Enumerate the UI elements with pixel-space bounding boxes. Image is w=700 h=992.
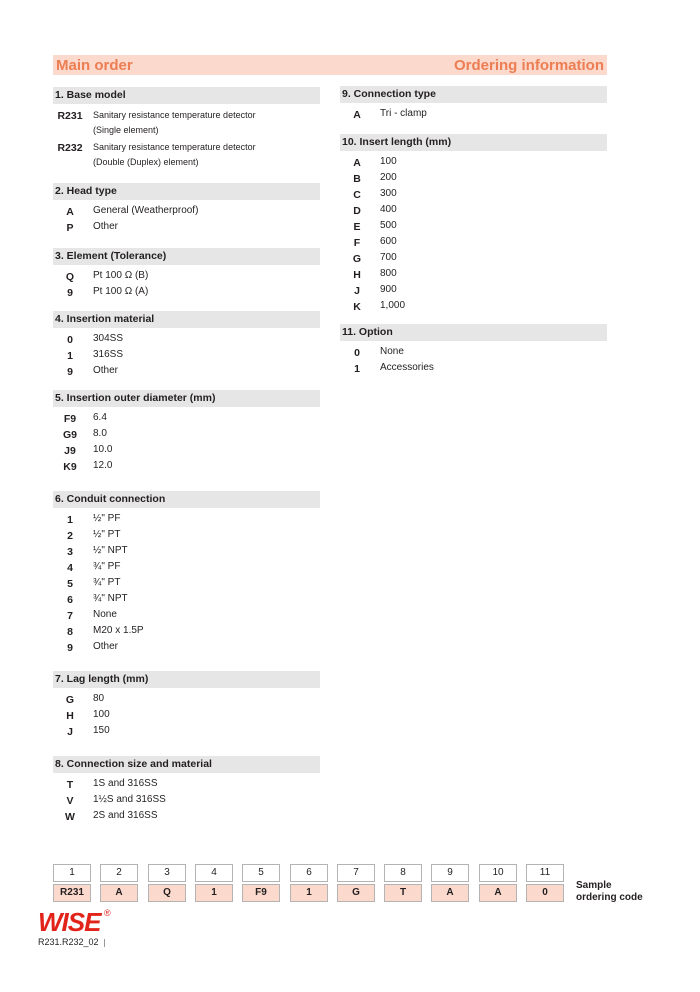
option-code: 0	[67, 334, 73, 346]
option-row	[340, 155, 607, 171]
option-description: 316SS	[93, 349, 124, 360]
option-code: B	[353, 173, 361, 185]
option-row	[53, 560, 320, 576]
option-code: Q	[65, 271, 75, 283]
option-code: 1	[67, 350, 73, 362]
sample-position-cell: 7	[337, 864, 375, 882]
option-description: Other	[93, 365, 119, 376]
option-row	[53, 692, 320, 708]
sample-value-cell: 1	[290, 884, 328, 902]
option-row	[53, 443, 320, 459]
option-description: Tri - clamp	[380, 108, 427, 119]
sample-position-cell: 1	[53, 864, 91, 882]
option-row	[53, 332, 320, 348]
sample-value-cell: R231	[53, 884, 91, 902]
option-row	[53, 220, 320, 236]
section-title: 3. Element (Tolerance)	[53, 248, 320, 265]
option-code: 4	[67, 562, 73, 574]
option-description: Pt 100 Ω (B)	[93, 270, 149, 281]
option-code: R232	[57, 142, 83, 154]
option-code: A	[353, 109, 361, 121]
option-description: (Double (Duplex) element)	[93, 157, 199, 167]
option-description: 400	[380, 204, 397, 215]
section-right-1	[340, 86, 607, 123]
option-code: W	[65, 811, 75, 823]
option-description: ½" PT	[93, 529, 121, 540]
option-description: 80	[93, 693, 105, 704]
sample-value-cell: 0	[526, 884, 564, 902]
option-row	[340, 107, 607, 123]
option-row	[340, 267, 607, 283]
sample-position-cell: 4	[195, 864, 233, 882]
option-code: P	[66, 222, 74, 234]
option-code: 1	[354, 363, 360, 375]
sample-position-cell: 11	[526, 864, 564, 882]
ordering-information-title: Ordering information	[454, 56, 604, 74]
option-description: 900	[380, 284, 397, 295]
option-row	[53, 411, 320, 427]
option-description: ¾" PF	[93, 561, 121, 572]
option-description: Other	[93, 641, 119, 652]
option-row	[53, 793, 320, 809]
option-row	[340, 171, 607, 187]
option-code: 9	[67, 642, 73, 654]
option-row	[53, 640, 320, 656]
wise-logo-icon	[38, 906, 118, 936]
option-row-continued	[53, 156, 320, 172]
option-row	[53, 724, 320, 740]
option-row	[340, 283, 607, 299]
option-row	[53, 512, 320, 528]
option-description: ¾" PT	[93, 577, 121, 588]
option-row	[340, 187, 607, 203]
section-left-5	[53, 390, 320, 475]
option-description: Accessories	[380, 362, 434, 373]
option-code: 5	[67, 578, 73, 590]
option-description: (Single element)	[93, 125, 159, 135]
option-row	[53, 777, 320, 793]
option-row	[53, 269, 320, 285]
option-code: E	[353, 221, 361, 233]
option-description: Pt 100 Ω (A)	[93, 286, 149, 297]
option-description: 700	[380, 252, 397, 263]
option-code: 0	[354, 347, 360, 359]
document-code: R231.R232_02	[38, 937, 105, 947]
section-right-2	[340, 134, 607, 315]
option-row	[53, 592, 320, 608]
option-row	[53, 624, 320, 640]
option-code: 7	[67, 610, 73, 622]
section-left-4	[53, 311, 320, 380]
sample-value-cell: F9	[242, 884, 280, 902]
section-title: 5. Insertion outer diameter (mm)	[53, 390, 320, 407]
option-code: 2	[67, 530, 73, 542]
sample-position-cell: 5	[242, 864, 280, 882]
wise-logo	[38, 906, 118, 941]
section-title: 7. Lag length (mm)	[53, 671, 320, 688]
option-row-continued	[53, 124, 320, 140]
section-left-6	[53, 491, 320, 656]
option-row	[340, 345, 607, 361]
option-description: 6.4	[93, 412, 107, 423]
sample-ordering-code-label: Sample ordering code	[576, 880, 643, 903]
option-code: F9	[63, 413, 77, 425]
option-code: 9	[67, 366, 73, 378]
option-row	[53, 544, 320, 560]
option-description: 200	[380, 172, 397, 183]
option-description: Other	[93, 221, 119, 232]
section-title: 11. Option	[340, 324, 607, 341]
section-title: 1. Base model	[53, 87, 320, 104]
option-description: 500	[380, 220, 397, 231]
option-description: 100	[93, 709, 110, 720]
option-description: 12.0	[93, 460, 113, 471]
option-code: R231	[57, 110, 83, 122]
option-description: 304SS	[93, 333, 124, 344]
option-description: 10.0	[93, 444, 113, 455]
option-description: 800	[380, 268, 397, 279]
sample-position-cell: 3	[148, 864, 186, 882]
option-row	[340, 219, 607, 235]
option-description: 600	[380, 236, 397, 247]
option-description: 1S and 316SS	[93, 778, 158, 789]
option-code: D	[353, 205, 361, 217]
section-left-3	[53, 248, 320, 301]
option-code: H	[66, 710, 74, 722]
section-title: 10. Insert length (mm)	[340, 134, 607, 151]
sample-position-cell: 6	[290, 864, 328, 882]
option-row	[340, 203, 607, 219]
section-title: 9. Connection type	[340, 86, 607, 103]
title-banner	[53, 55, 607, 75]
sample-value-cell: G	[337, 884, 375, 902]
option-code: H	[353, 269, 361, 281]
option-code: 3	[67, 546, 73, 558]
main-order-title: Main order	[56, 56, 133, 74]
option-code: K9	[63, 461, 77, 473]
option-code: K	[353, 301, 361, 313]
option-row	[53, 427, 320, 443]
option-row	[53, 608, 320, 624]
option-row	[53, 108, 320, 124]
option-row	[53, 576, 320, 592]
sample-position-cell: 2	[100, 864, 138, 882]
option-description: 1,000	[380, 300, 406, 311]
option-code: 9	[67, 287, 73, 299]
option-code: G	[65, 694, 75, 706]
option-description: 150	[93, 725, 110, 736]
option-row	[53, 140, 320, 156]
section-title: 4. Insertion material	[53, 311, 320, 328]
option-code: 8	[67, 626, 73, 638]
option-row	[340, 299, 607, 315]
option-row	[53, 364, 320, 380]
option-row	[53, 204, 320, 220]
option-code: G	[352, 253, 362, 265]
section-left-8	[53, 756, 320, 825]
option-description: General (Weatherproof)	[93, 205, 199, 216]
option-code: F	[353, 237, 361, 249]
section-title: 8. Connection size and material	[53, 756, 320, 773]
option-description: Sanitary resistance temperature detector	[93, 110, 256, 120]
option-code: V	[66, 795, 74, 807]
option-description: 100	[380, 156, 397, 167]
svg-text:WISE: WISE	[38, 907, 101, 936]
option-code: J9	[64, 445, 76, 457]
section-left-1	[53, 87, 320, 172]
option-row	[53, 348, 320, 364]
option-description: None	[380, 346, 404, 357]
sample-value-cell: A	[479, 884, 517, 902]
option-row	[53, 708, 320, 724]
section-left-7	[53, 671, 320, 740]
sample-value-cell: T	[384, 884, 422, 902]
option-row	[53, 809, 320, 825]
option-row	[340, 235, 607, 251]
svg-text:®: ®	[104, 908, 111, 918]
option-description: ¾" NPT	[93, 593, 128, 604]
option-code: G9	[62, 429, 77, 441]
option-description: ½" NPT	[93, 545, 128, 556]
option-description: 1½S and 316SS	[93, 794, 166, 805]
sample-value-cell: 1	[195, 884, 233, 902]
section-left-2	[53, 183, 320, 236]
option-description: 8.0	[93, 428, 107, 439]
option-row	[53, 528, 320, 544]
option-code: J	[67, 726, 73, 738]
option-code: 6	[67, 594, 73, 606]
option-code: C	[353, 189, 361, 201]
sample-position-cell: 10	[479, 864, 517, 882]
option-row	[340, 251, 607, 267]
sample-value-cell: A	[100, 884, 138, 902]
sample-value-cell: Q	[148, 884, 186, 902]
sample-position-cell: 8	[384, 864, 422, 882]
option-row	[53, 459, 320, 475]
sample-position-cell: 9	[431, 864, 469, 882]
option-code: A	[66, 206, 74, 218]
footer-divider	[104, 939, 105, 947]
option-description: 300	[380, 188, 397, 199]
option-code: A	[353, 157, 361, 169]
option-row	[53, 285, 320, 301]
section-title: 2. Head type	[53, 183, 320, 200]
section-title: 6. Conduit connection	[53, 491, 320, 508]
option-description: None	[93, 609, 117, 620]
option-code: T	[66, 779, 74, 791]
option-description: M20 x 1.5P	[93, 625, 144, 636]
section-right-3	[340, 324, 607, 377]
option-code: 1	[67, 514, 73, 526]
option-row	[340, 361, 607, 377]
sample-value-cell: A	[431, 884, 469, 902]
option-description: Sanitary resistance temperature detector	[93, 142, 256, 152]
option-code: J	[354, 285, 360, 297]
option-description: ½" PF	[93, 513, 121, 524]
option-description: 2S and 316SS	[93, 810, 158, 821]
